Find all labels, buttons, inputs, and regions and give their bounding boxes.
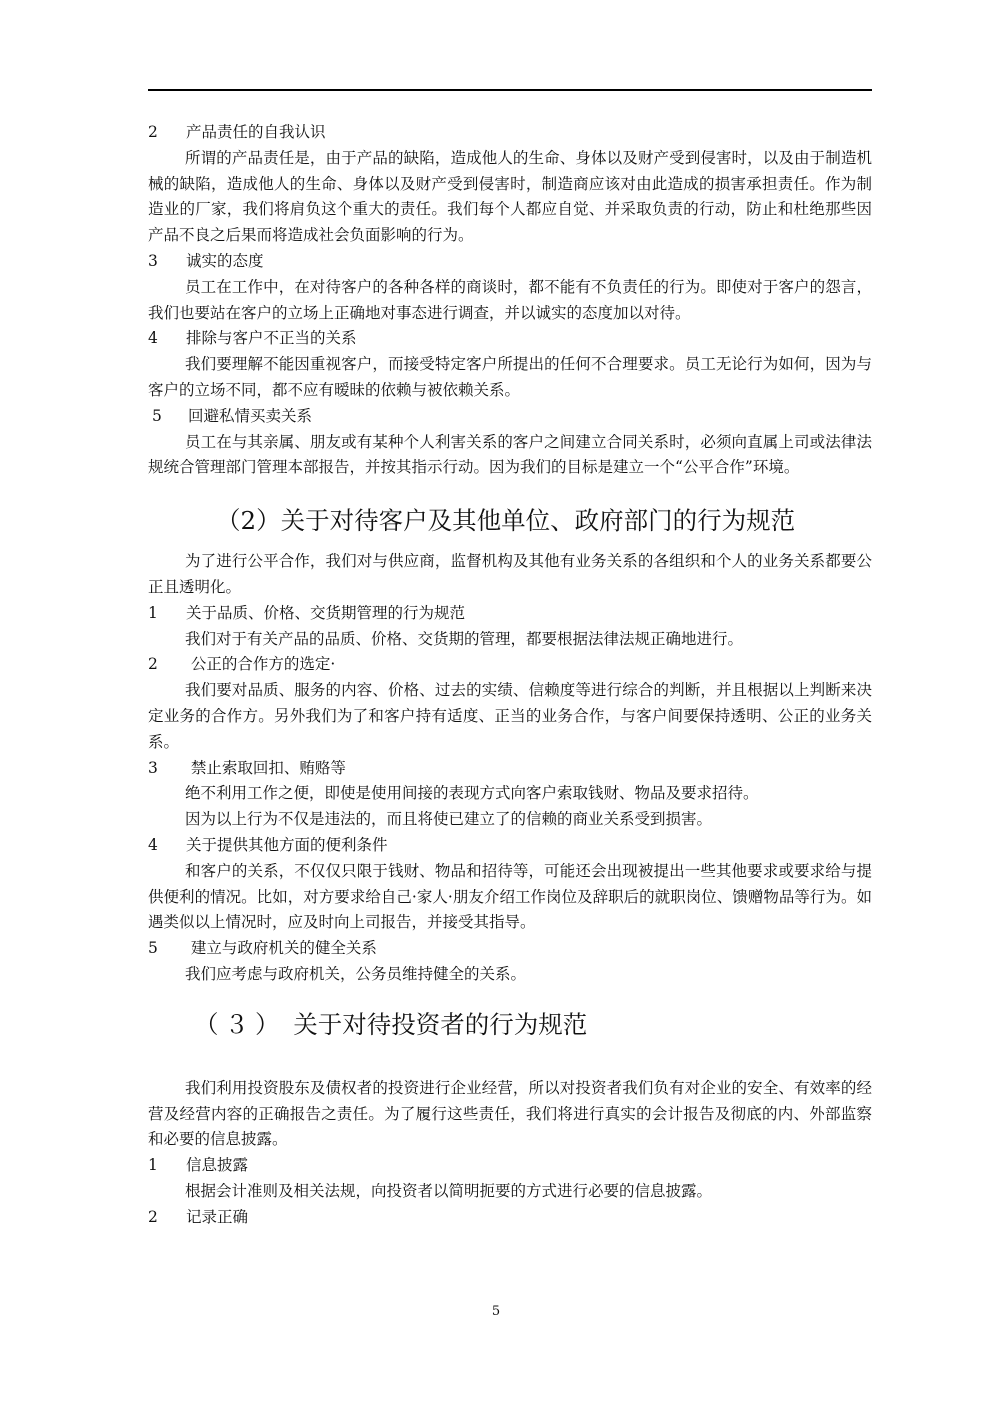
page-number: 5 xyxy=(491,1304,501,1319)
item-number: 5 xyxy=(148,939,158,958)
item-title: 信息披露 xyxy=(186,1156,249,1175)
body-paragraph: 员工在与其亲属、朋友或有某种个人利害关系的客户之间建立合同关系时，必须向直属上司或法律法规统合管理部门管理本部报告，并按其指示行动。因为我们的目标是建立一个“公平合作”环境。 xyxy=(148,432,872,477)
section-2 xyxy=(148,549,872,988)
heading-text: 关于对待投资者的行为规范 xyxy=(293,1009,588,1039)
item-number: 3 xyxy=(148,251,158,270)
section3-item-2 xyxy=(148,1205,872,1231)
item-title: 诚实的态度 xyxy=(186,251,264,270)
section2-item-3 xyxy=(148,756,872,782)
item-number: 4 xyxy=(148,329,158,348)
body-paragraph: 我们对于有关产品的品质、价格、交货期的管理，都要根据法律法规正确地进行。 xyxy=(185,629,744,648)
item-title: 关于提供其他方面的便利条件 xyxy=(186,835,388,854)
section-1 xyxy=(148,120,872,481)
item-number: 2 xyxy=(148,1207,158,1226)
body-paragraph: 和客户的关系，不仅仅只限于钱财、物品和招待等，可能还会出现被提出一些其他要求或要求给与提供便利的情况。比如，对方要求给自己·家人·朋友介绍工作岗位及辞职后的就职岗位、馈赠物品等行为。如遇类似以上情况时，应及时向上司报告，并接受其指导。 xyxy=(148,861,872,932)
body-paragraph: 绝不利用工作之便，即使是使用间接的表现方式向客户索取钱财、物品及要求招待。 xyxy=(185,784,759,803)
item-title: 排除与客户不正当的关系 xyxy=(186,329,357,348)
section3-item-1 xyxy=(148,1153,872,1179)
item-title: 记录正确 xyxy=(186,1207,249,1226)
item-title: 禁止索取回扣、贿赂等 xyxy=(186,758,346,777)
section1-item-4 xyxy=(148,326,872,352)
item-title: 公正的合作方的选定· xyxy=(186,655,336,674)
item-number: 2 xyxy=(148,655,158,674)
section1-item-5 xyxy=(148,404,872,430)
item-title: 建立与政府机关的健全关系 xyxy=(186,939,377,958)
item-number: 4 xyxy=(148,835,158,854)
section1-item-2 xyxy=(148,120,872,146)
section-2-heading: （2）关于对待客户及其他单位、政府部门的行为规范 xyxy=(216,506,796,536)
body-paragraph: 我们应考虑与政府机关，公务员维持健全的关系。 xyxy=(185,964,527,983)
section-3 xyxy=(148,1076,872,1231)
page-content xyxy=(148,120,872,1230)
body-paragraph: 所谓的产品责任是，由于产品的缺陷，造成他人的生命、身体以及财产受到侵害时，以及由于制造机械的缺陷，造成他人的生命、身体以及财产受到侵害时，制造商应该对由此造成的损害承担责任。作为制造业的厂家，我们将肩负这个重大的责任。我们每个人都应自觉、并采取负责的行动，防止和杜绝那些因产品不良之后果而将造成社会负面影响的行为。 xyxy=(148,148,872,245)
section3-intro: 我们利用投资股东及债权者的投资进行企业经营，所以对投资者我们负有对企业的安全、有效率的经营及经营内容的正确报告之责任。为了履行这些责任，我们将进行真实的会计报告及彻底的内、外部监察和必要的信息披露。 xyxy=(148,1078,872,1149)
item-title: 关于品质、价格、交货期管理的行为规范 xyxy=(186,603,466,622)
body-paragraph: 我们要理解不能因重视客户，而接受特定客户所提出的任何不合理要求。员工无论行为如何，因为与客户的立场不同，都不应有暧昧的依赖与被依赖关系。 xyxy=(148,355,872,399)
item-number: 2 xyxy=(148,123,158,141)
section2-item-5 xyxy=(148,936,872,962)
section2-item-1 xyxy=(148,601,872,627)
item-title: 回避私情买卖关系 xyxy=(188,406,313,425)
item-number: 3 xyxy=(148,758,158,777)
header-rule xyxy=(148,89,872,91)
section2-item-4 xyxy=(148,833,872,859)
heading-number: （３） xyxy=(194,1009,286,1039)
body-paragraph: 因为以上行为不仅是违法的，而且将使已建立了的信赖的商业关系受到损害。 xyxy=(185,810,713,829)
item-number: 1 xyxy=(148,1156,158,1175)
body-paragraph: 根据会计准则及相关法规，向投资者以简明扼要的方式进行必要的信息披露。 xyxy=(185,1181,713,1200)
body-paragraph: 员工在工作中，在对待客户的各种各样的商谈时，都不能有不负责任的行为。即使对于客户的怨言，我们也要站在客户的立场上正确地对事态进行调查，并以诚实的态度加以对待。 xyxy=(148,277,872,322)
item-number: 1 xyxy=(148,603,158,622)
body-paragraph: 我们要对品质、服务的内容、价格、过去的实绩、信赖度等进行综合的判断，并且根据以上判断来决定业务的合作方。另外我们为了和客户持有适度、正当的业务合作，与客户间要保持透明、公正的业务关系。 xyxy=(148,681,872,751)
item-title: 产品责任的自我认识 xyxy=(186,123,326,141)
section1-item-3 xyxy=(148,249,872,275)
item-number: 5 xyxy=(152,406,162,425)
section2-item-2 xyxy=(148,652,872,678)
section-3-heading xyxy=(148,1008,872,1042)
section2-intro: 为了进行公平合作，我们对与供应商，监督机构及其他有业务关系的各组织和个人的业务关系都要公正且透明化。 xyxy=(148,552,872,596)
